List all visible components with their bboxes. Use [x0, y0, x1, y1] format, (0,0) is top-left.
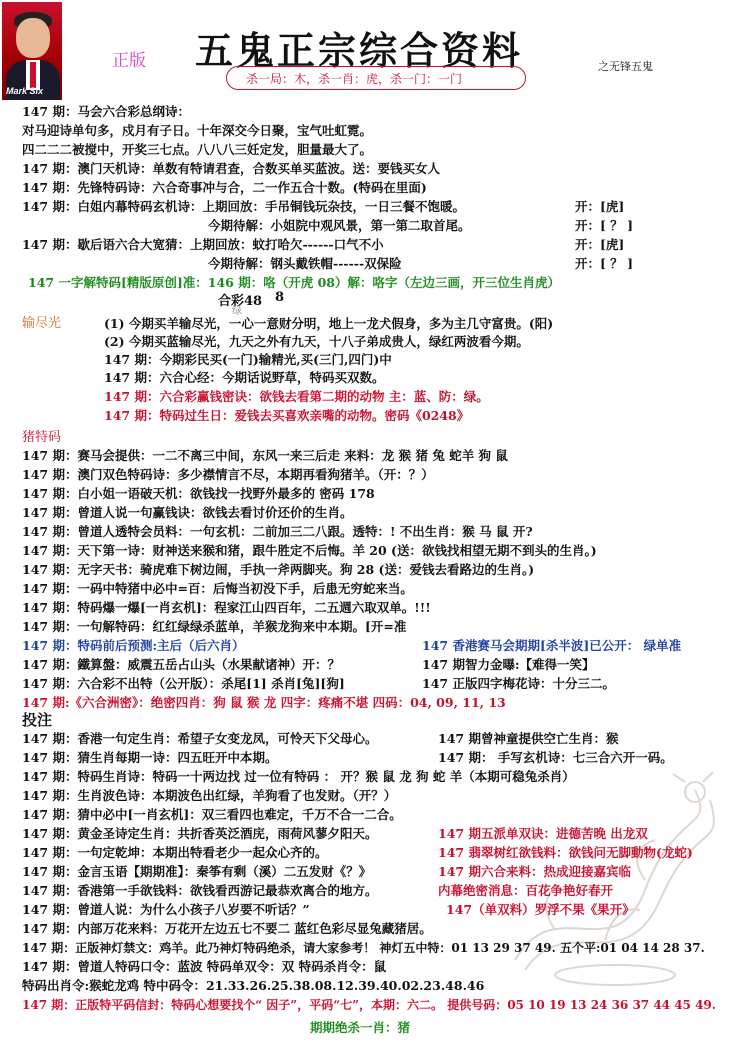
text-line: 147 期六合来料：热成迎接嘉宾临: [438, 864, 631, 879]
text-line: 147 期：特码爆一爆[一肖玄机]：程家江山四百年，二五週六取双单。!!!: [22, 600, 431, 615]
section-label-lose: 输尽光: [22, 316, 62, 331]
text-line: 147 期：一句解特码：红红绿绿杀蓝单，羊猴龙狗来中本期。[开=准: [22, 619, 407, 634]
text-line: 147 期：金言玉语【期期准】：秦筝有剩（溪）二五发财《？》: [22, 864, 372, 879]
text-line: 147 期： 手写玄机诗：七三合六开一码。: [438, 750, 673, 765]
section-label-pig: 猪特码: [22, 430, 62, 445]
result-value: 开：[ ？ ]: [575, 256, 634, 271]
footer-line: 期期绝杀一肖：猪: [310, 1020, 411, 1035]
text-line: 147 期：歇后语六合大宽猜：上期回放：蚊打哈欠------口气不小: [22, 237, 384, 252]
text-line: 147 期:《六合洲密》：绝密四肖：狗 鼠 猴 龙 四字：疼痛不堪 四码：04, 09, 11, 13: [22, 695, 506, 710]
text-line: 147 期：赛马会提供：一二不离三中间，东风一来三后走 来料：龙 猴 猪 兔 蛇羊 狗 鼠: [22, 448, 508, 463]
result-value: 开：[ ？ ]: [575, 218, 634, 233]
edition-badge: 正版: [112, 51, 146, 71]
text-line: 147 期：先锋特码诗：六合奇事冲与合，二一作五合十数。(特码在里面): [22, 180, 427, 195]
text-line: 147 期：香港第一手欲钱料：欲钱看西游记最恭欢离合的地方。: [22, 883, 378, 898]
text-line: 今期待解：钢头戴铁帽------双保险: [208, 256, 402, 271]
text-line: 147 期：曾道人特码口令：蓝波 特码单双令：双 特码杀肖令：鼠: [22, 959, 387, 974]
text-line: 147 期：澳门天机诗：单数有特请君查，合数买单买蓝波。送：要钱买女人: [22, 161, 440, 176]
text-line: (2) 今期买蓝输尽光，九天之外有九天，十八子弟成贵人，绿红两波看今期。: [104, 334, 529, 349]
text-line: 147 期：澳门双色特码诗：多少襟情言不尽，本期再看狗猪羊。（开：？）: [22, 467, 434, 482]
text-line: 147 期：六合心经：今期话说野草，特码买双数。: [104, 370, 385, 385]
text-line: 147 一字解特码[精版原创]准：146 期：咯（开虎 08）解：咯字（左边三画，开三位生肖虎）: [28, 275, 560, 290]
text-line: 147 期：马会六合彩总纲诗：: [22, 104, 190, 119]
text-line: 147 期：曾道人透特会员料：一句玄机：二前加三二八跟。透特：! 不出生肖：猴 马 鼠 开?: [22, 524, 533, 539]
text-line: 147 期：特码生肖诗：特码一十两边找 过一位有特码 ： 开？猴 鼠 龙 狗 蛇 羊（本期可稳兔杀肖）: [22, 769, 575, 784]
text-line: 147 期：猜生肖每期一诗：四五旺开中本期。: [22, 750, 278, 765]
text-line: 147 期五派单双诀：进德苦晚 出龙双: [438, 826, 648, 841]
text-line: 147 期：内部万花来料：万花开左边五七不要二 蓝红色彩尽显兔藏猪居。: [22, 921, 432, 936]
text-line: 147 期：天下第一诗：财神送来猴和猪，跟牛胜定不后悔。羊 20 (送：欲钱找相望无期不到头的生肖。): [22, 543, 597, 558]
text-line: 147 正版四字梅花诗：十分三二。: [422, 676, 615, 691]
text-line: 147 期：白姐内幕特码玄机诗：上期回放：手吊铜钱玩杂技，一日三餐不饱暖。: [22, 199, 465, 214]
result-value: 开：[虎]: [575, 237, 625, 252]
text-line: 147 期：一码中特猪中必中=百：后悔当初没下手，后患无穷蛇来当。: [22, 581, 413, 596]
avatar: [2, 2, 62, 100]
text-line: 147 期曾神童提供空亡生肖：猴: [438, 731, 619, 746]
author-signature: 之无锋五鬼: [598, 60, 653, 73]
text-line: 今期待解：小姐院中观风景，第一第二取首尾。: [208, 218, 471, 233]
text-line: 147 期：正版神灯禁文：鸡羊。此乃神灯特码绝杀，请大家参考！ 神灯五中特：01 13 29 37 49. 五个平:01 04 14 28 37.: [22, 941, 705, 955]
page-subtitle: 杀一局：木，杀一肖：虎，杀一门：一门: [246, 72, 463, 86]
text-line: 四二二二被搅中，开奖三七点。八八八三妊定发，胆量最大了。: [22, 142, 373, 157]
watermark-text: 合彩48: [218, 294, 263, 309]
text-line: 147 香港赛马会期期[杀半波]已公开： 绿单准: [422, 638, 682, 653]
text-line: 147 期：香港一句定生肖：希望子女变龙凤，可怜天下父母心。: [22, 731, 378, 746]
text-line: 147 翡翠树红欲钱料：欲钱问无脚動物(龙蛇): [438, 845, 693, 860]
text-line: 147 期：特码过生日：爱钱去买喜欢亲嘴的动物。密码《0248》: [104, 408, 470, 423]
text-line: 147 期：正版特平码信封：特码心想要找个“ 因子”，平码“七”，本期：六二。 提供号码：05 10 19 13 24 36 37 44 45 49.: [22, 998, 716, 1012]
text-line: 147（单双料）罗浮不果《果开》: [446, 902, 635, 917]
text-line: 147 期：特码前后预测:主后（后六肖）: [22, 638, 245, 653]
text-line: (1) 今期买羊输尽光，一心一意财分明，地上一龙犬假身，多为主几守富贵。(阳): [104, 316, 554, 331]
text-line: 147 期：白小姐一语破天机：欲钱找一找野外最多的 密码 178: [22, 486, 375, 501]
text-line: 147 期：六合彩不出特（公开版）：杀尾[1] 杀肖[兔][狗]: [22, 676, 345, 691]
text-line: 147 期：生肖波色诗：本期波色出红绿，羊狗看了也发财。（开？）: [22, 788, 397, 803]
text-line: 147 期：曾道人说一句赢钱诀：欲钱去看讨价还价的生肖。: [22, 505, 353, 520]
page-title: 五鬼正宗综合资料: [195, 28, 524, 73]
text-line: 147 期：无字天书：骑虎难下树边闹，手执一斧两脚夹。狗 28 (送：爱钱去看路边的生肖。): [22, 562, 535, 577]
text-line: 147 期：猜中必中[一肖玄机]：双三看四也难定，千万不合一二合。: [22, 807, 402, 822]
text-line: 147 期：六合彩赢钱密诀：欲钱去看第二期的动物 主：蓝、防：绿。: [104, 389, 489, 404]
text-line: 147 期：一句定乾坤：本期出特看老少一起众心齐的。: [22, 845, 328, 860]
text-line: 147 期智力金曝:【难得一笑】: [422, 657, 595, 672]
text-line: 147 期：鐵算盤：威震五岳占山头（水果献诸神）开：？: [22, 657, 340, 672]
text-line: 147 期：黄金圣诗定生肖：共折香英泛酒庑，雨荷风蓼夕阳天。: [22, 826, 378, 841]
text-line: 147 期：今期彩民买(一门)输精光,买(三门,四门)中: [104, 352, 392, 367]
result-value: 开：[虎]: [575, 199, 625, 214]
text-line: 147 期：曾道人说：为什么小孩子八岁要不听话？”: [22, 902, 310, 917]
watermark-text: 8: [275, 290, 285, 305]
text-line: 对马迎诗单句多，戍月有子日。十年深交今日聚，宝气吐虹霓。: [22, 123, 373, 138]
watermark-text: 绿: [232, 306, 242, 317]
section-label-touzhu: 投注: [22, 711, 53, 729]
avatar-label: Mark Six: [6, 86, 44, 96]
text-line: 内幕绝密消息：百花争艳好春开: [438, 883, 614, 898]
text-line: 特码出肖令:猴蛇龙鸡 特中码令：21.33.26.25.38.08.12.39.40.02.23.48.46: [22, 978, 485, 993]
